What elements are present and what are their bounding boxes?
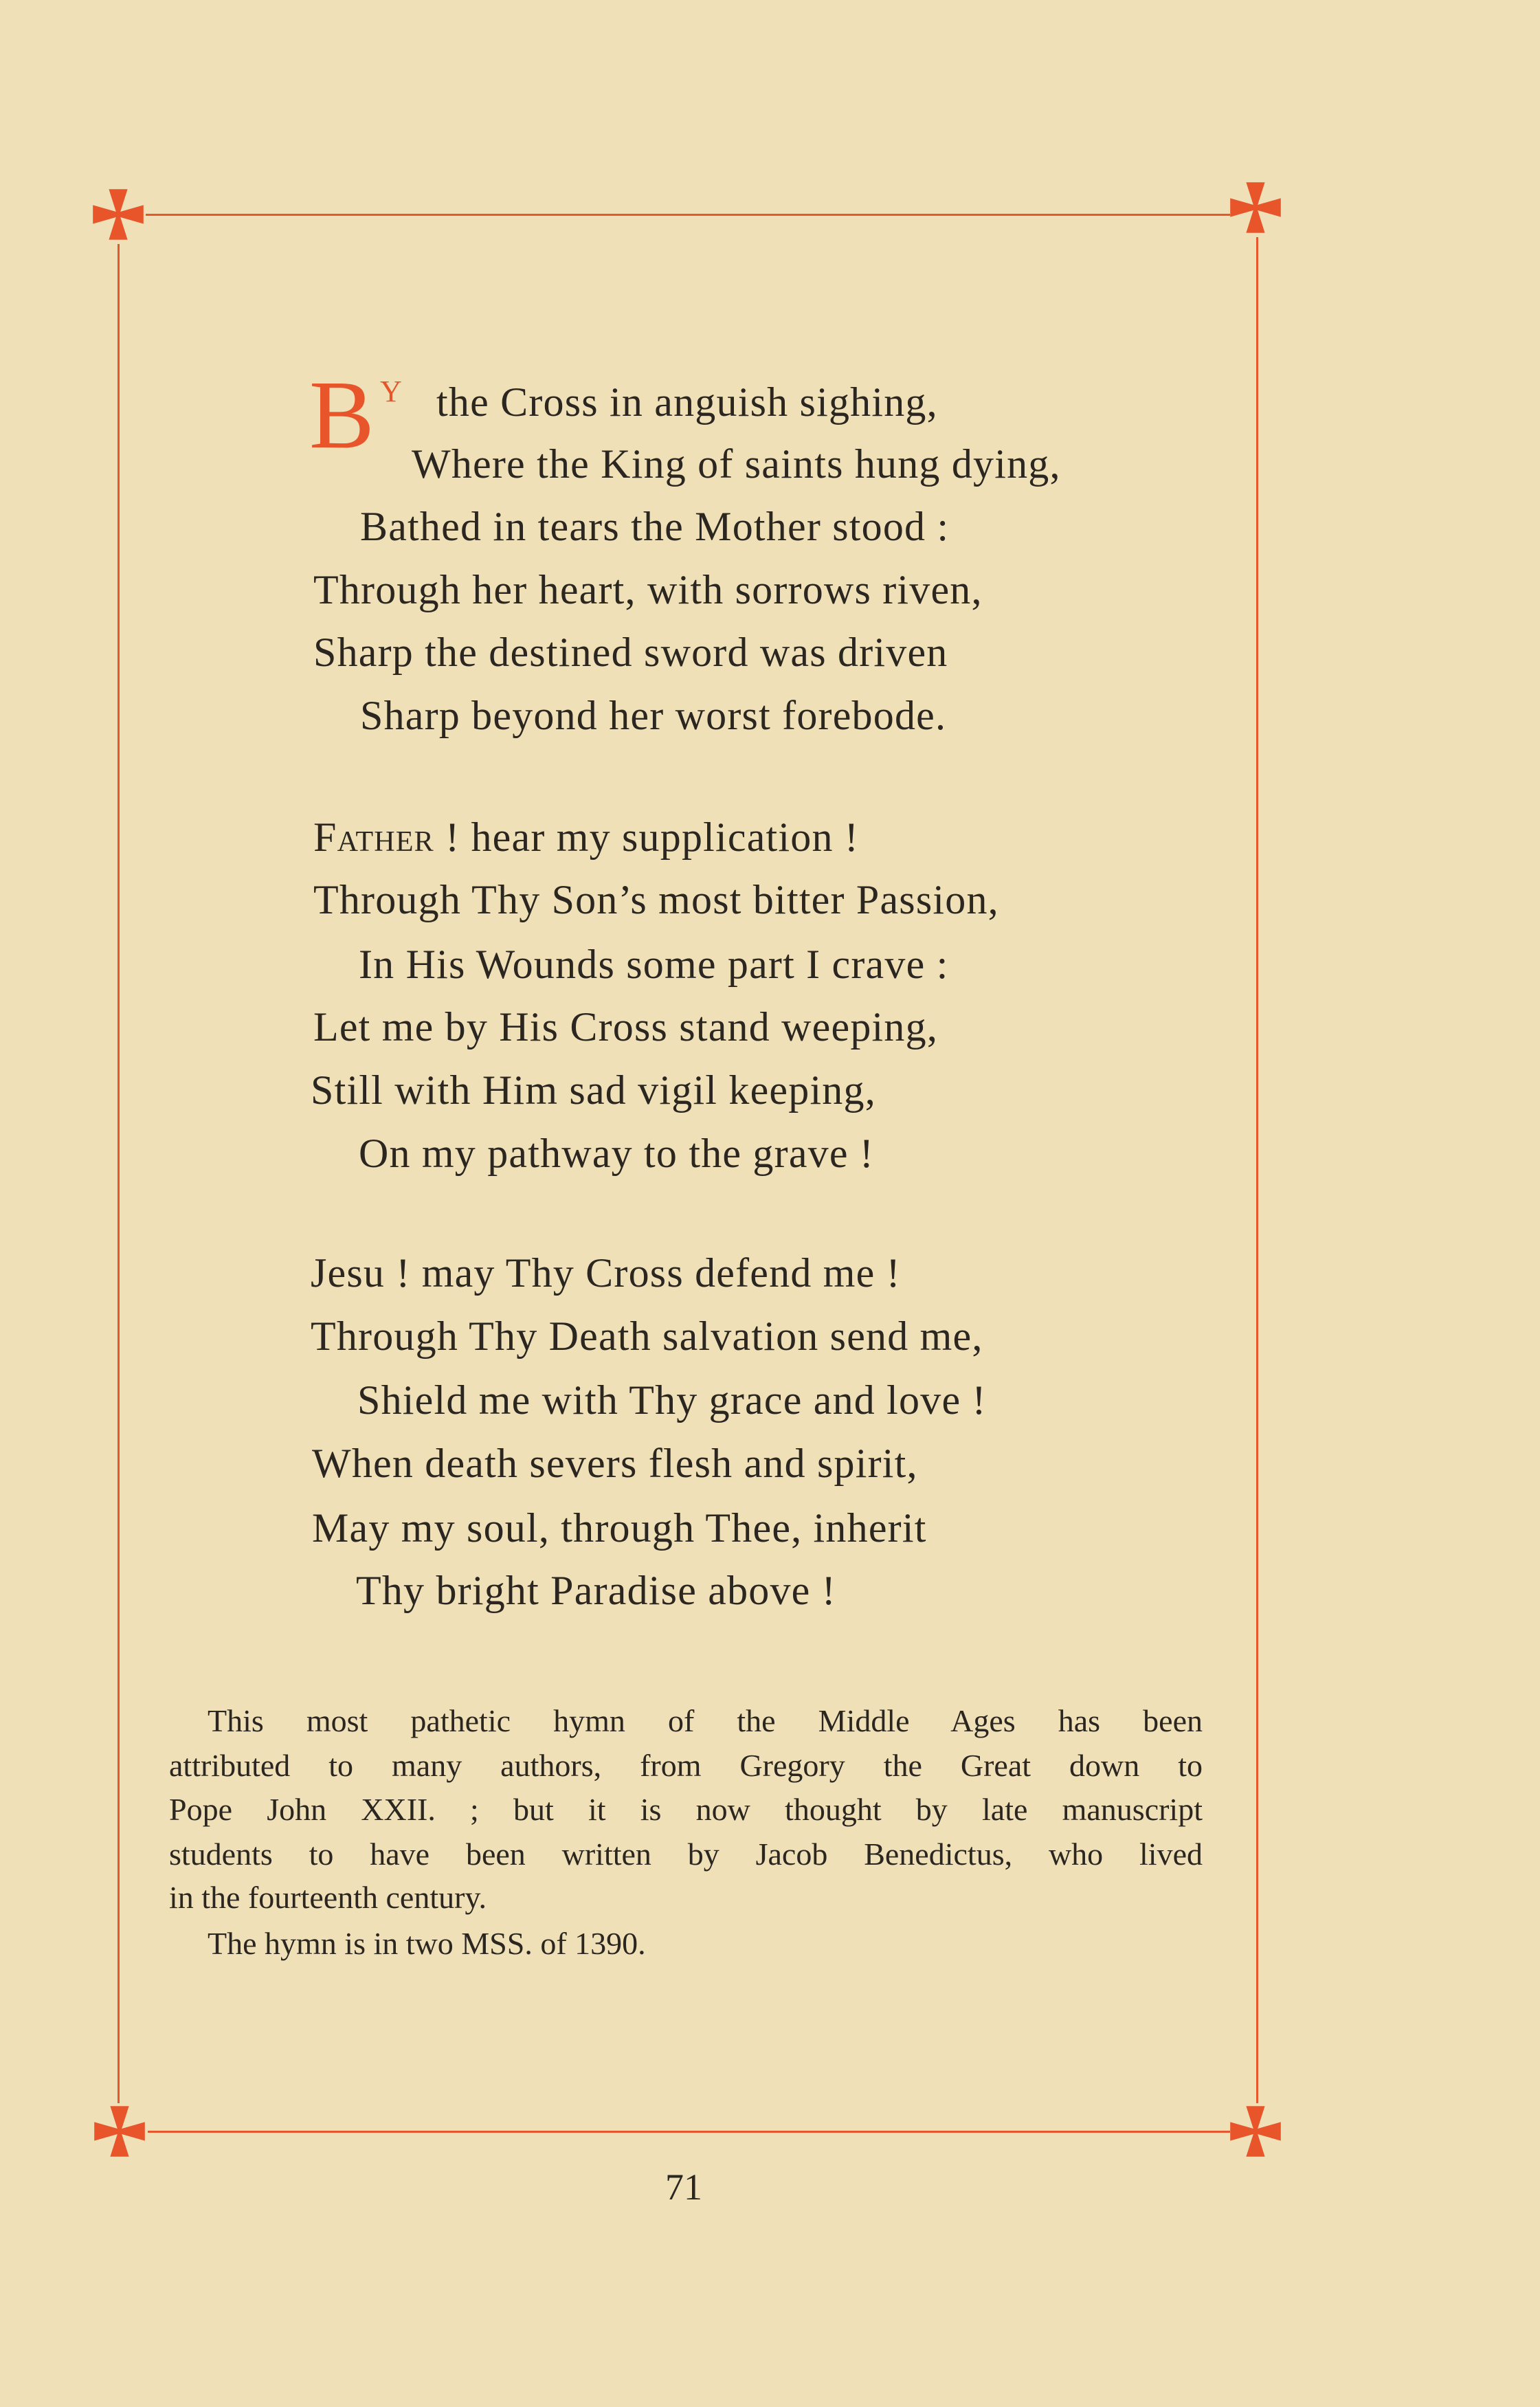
verse-line: When death severs flesh and spirit, — [312, 1441, 918, 1486]
cross-pattee-icon — [1228, 2104, 1283, 2159]
verse-line: On my pathway to the grave ! — [359, 1131, 875, 1176]
verse-line: Thy bright Paradise above ! — [356, 1568, 836, 1613]
border-bottom-rule — [148, 2131, 1230, 2133]
verse-line: In His Wounds some part I crave : — [359, 942, 949, 987]
small-caps-word: Father — [313, 814, 434, 860]
footnote-line: The hymn is in two MSS. of 1390. — [208, 1926, 646, 1961]
footnote-line: This most pathetic hymn of the Middle Ages has been — [208, 1703, 1203, 1738]
verse-line: Bathed in tears the Mother stood : — [360, 504, 950, 549]
footnote-line: Pope John XXII. ; but it is now thought by late manuscript — [169, 1792, 1203, 1827]
drop-cap-rest: Y — [380, 375, 402, 408]
verse-line: May my soul, through Thee, inherit — [312, 1505, 927, 1551]
cross-pattee-icon — [92, 2104, 147, 2159]
verse-line: Jesu ! may Thy Cross defend me ! — [311, 1250, 901, 1296]
verse-line: Let me by His Cross stand weeping, — [313, 1004, 939, 1050]
border-right-rule — [1256, 237, 1258, 2103]
verse-line: the Cross in anguish sighing, — [436, 379, 938, 425]
verse-line: Sharp the destined sword was driven — [313, 630, 948, 675]
footnote-line: students to have been written by Jacob Benedictus, who lived — [169, 1837, 1203, 1872]
verse-line: Sharp beyond her worst forebode. — [360, 693, 947, 738]
border-top-rule — [146, 214, 1230, 216]
drop-cap: B — [309, 360, 375, 469]
verse-line: Through Thy Death salvation send me, — [311, 1313, 983, 1359]
verse-line: Still with Him sad vigil keeping, — [311, 1067, 876, 1113]
footnote-line: attributed to many authors, from Gregory the Great down to — [169, 1748, 1203, 1783]
verse-line-rest: ! hear my supplication ! — [434, 814, 860, 860]
cross-pattee-icon — [91, 187, 146, 242]
page-number: 71 — [665, 2166, 702, 2208]
footnote-line: in the fourteenth century. — [169, 1880, 487, 1915]
verse-line — [313, 813, 859, 861]
border-left-rule — [118, 244, 120, 2103]
verse-line: Shield me with Thy grace and love ! — [357, 1377, 987, 1423]
verse-line: Through Thy Son’s most bitter Passion, — [313, 877, 999, 922]
verse-line: Through her heart, with sorrows riven, — [313, 567, 983, 612]
cross-pattee-icon — [1228, 180, 1283, 235]
verse-line: Where the King of saints hung dying, — [412, 441, 1061, 487]
